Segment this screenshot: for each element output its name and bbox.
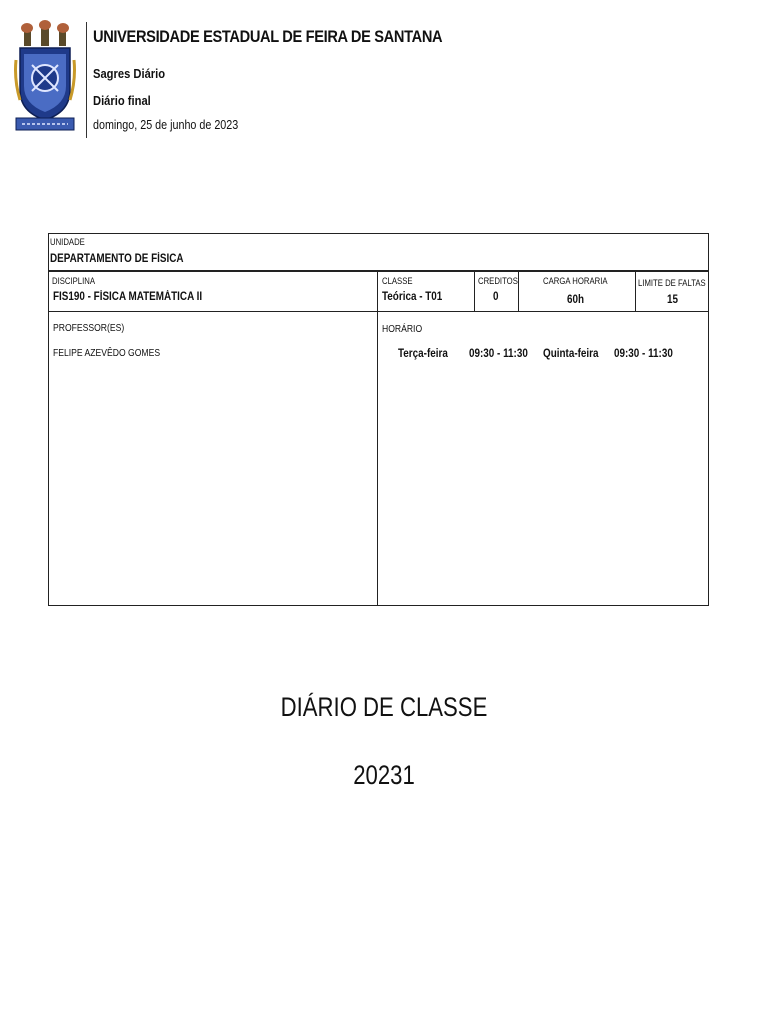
header-divider — [86, 22, 87, 138]
limite-faltas-cell — [635, 271, 709, 312]
report-date: domingo, 25 de junho de 2023 — [93, 118, 239, 132]
limite-faltas-value: 15 — [667, 294, 679, 306]
creditos-value: 0 — [493, 291, 499, 303]
horario-time-2: 09:30 - 11:30 — [614, 348, 673, 360]
diary-period: 20231 — [353, 760, 415, 790]
horario-time-1: 09:30 - 11:30 — [469, 348, 528, 360]
unidade-label: UNIDADE — [50, 237, 85, 247]
diary-title: DIÁRIO DE CLASSE — [280, 692, 488, 722]
professores-cell — [48, 311, 378, 606]
professores-label: PROFESSOR(ES) — [53, 323, 125, 334]
horario-label: HORÁRIO — [382, 324, 423, 335]
unidade-cell — [48, 233, 709, 272]
professor-name: FELIPE AZEVÊDO GOMES — [53, 348, 161, 359]
system-name: Sagres Diário — [93, 66, 166, 81]
disciplina-cell — [48, 271, 378, 312]
classe-label: CLASSE — [382, 276, 413, 286]
unidade-value: DEPARTAMENTO DE FÍSICA — [50, 253, 184, 265]
report-name: Diário final — [93, 93, 151, 108]
horario-day-2: Quinta-feira — [543, 348, 599, 360]
carga-horaria-label: CARGA HORARIA — [543, 276, 608, 286]
disciplina-value: FIS190 - FÍSICA MATEMÁTICA II — [53, 291, 203, 303]
creditos-cell — [474, 271, 519, 312]
classe-cell — [377, 271, 475, 312]
horario-cell — [377, 311, 709, 606]
horario-day-1: Terça-feira — [398, 348, 448, 360]
carga-horaria-cell — [518, 271, 636, 312]
creditos-label: CREDITOS — [478, 276, 518, 286]
disciplina-label: DISCIPLINA — [52, 276, 96, 286]
limite-faltas-label: LIMITE DE FALTAS — [638, 278, 706, 288]
university-seal-logo — [14, 20, 76, 132]
university-name: UNIVERSIDADE ESTADUAL DE FEIRA DE SANTANA — [93, 27, 443, 46]
classe-value: Teórica - T01 — [382, 291, 443, 303]
carga-horaria-value: 60h — [567, 294, 585, 306]
